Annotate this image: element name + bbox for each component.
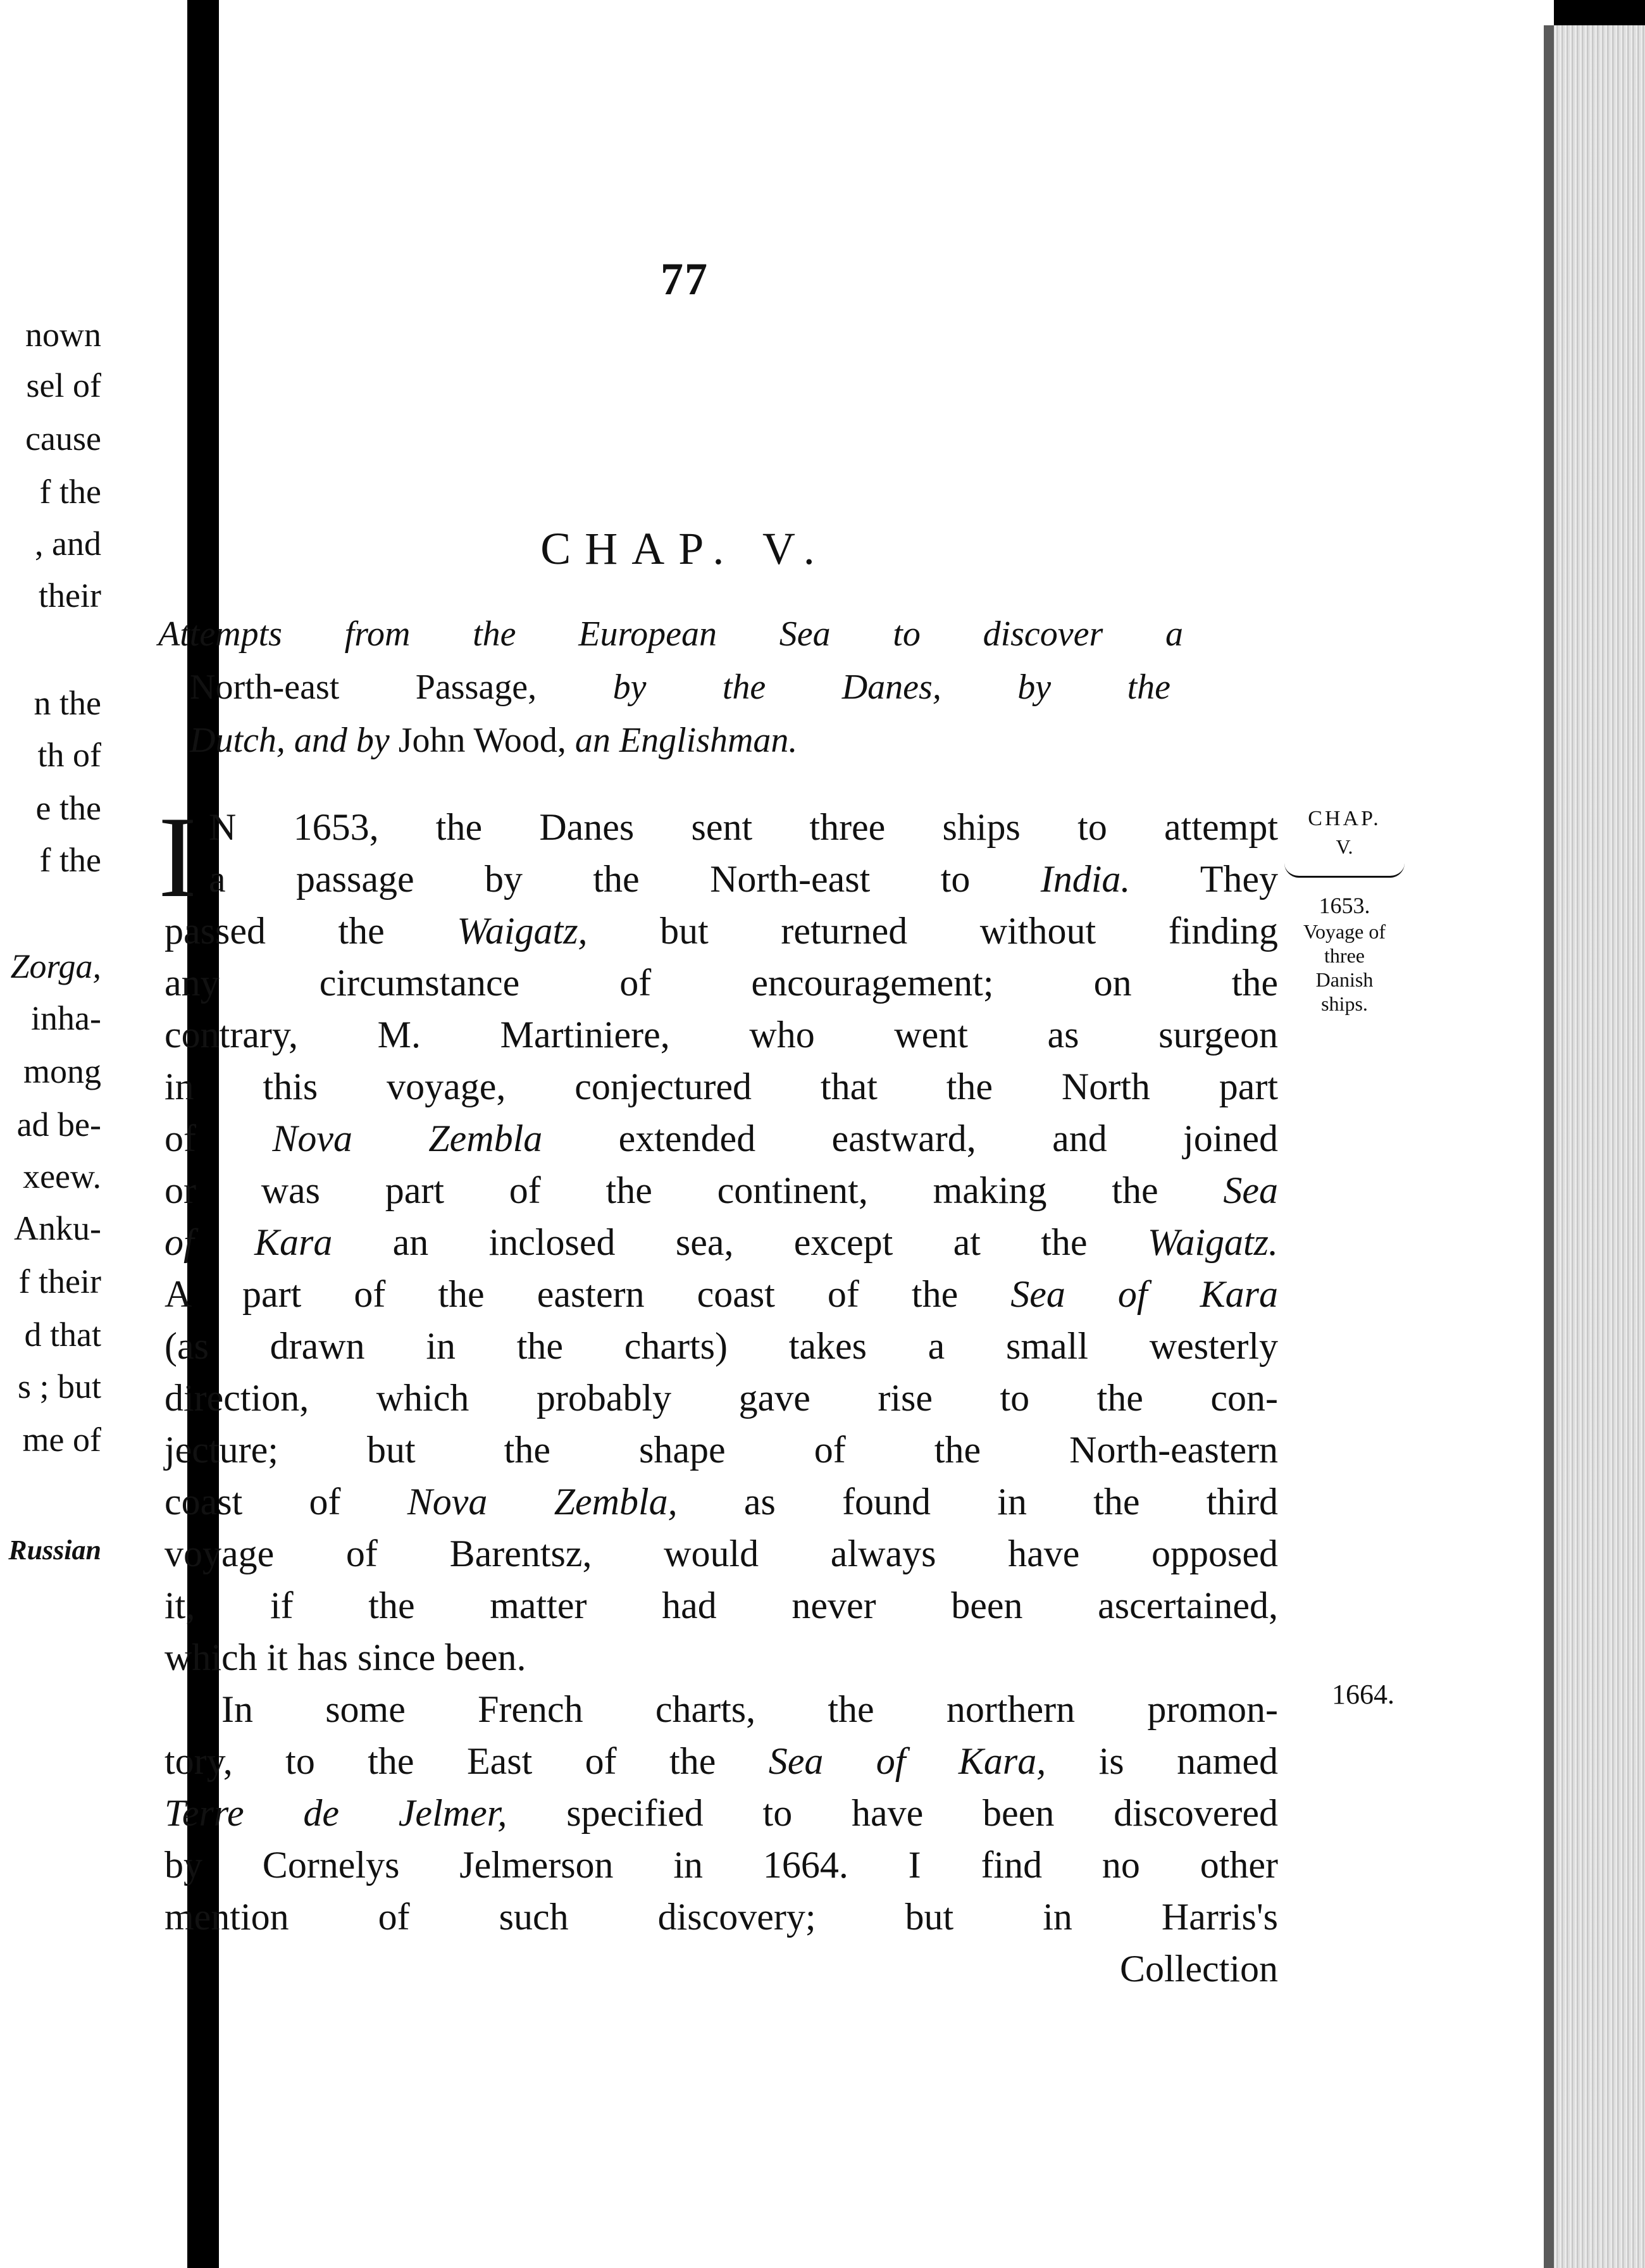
left-fragment-line: xeew. <box>23 1157 101 1195</box>
margin-note-line: three <box>1324 944 1365 967</box>
body-text <box>164 801 1278 1995</box>
text-line: (as drawn in the charts) takes a small westerly <box>164 1325 1278 1367</box>
text-line: any circumstance of encouragement; on the <box>164 962 1278 1004</box>
drop-cap: I <box>158 792 197 921</box>
text-line: In some French charts, the northern promon- <box>221 1688 1278 1730</box>
subtitle-line: North-east Passage, by the Danes, by the <box>190 668 1170 707</box>
text-line: of Nova Zembla extended eastward, and joined <box>164 1118 1278 1159</box>
left-fragment-line: n the <box>34 684 101 722</box>
left-fragment-line: , and <box>35 525 101 563</box>
margin-note-line: ships. <box>1321 992 1368 1015</box>
text-line: N 1653, the Danes sent three ships to attempt <box>209 806 1278 848</box>
page-edges <box>1554 25 1645 2268</box>
left-fragment-line: Anku- <box>14 1209 101 1247</box>
margin-note <box>1275 805 1414 1016</box>
text-line: passed the Waigatz, but returned without finding <box>164 910 1279 952</box>
left-fragment-line: th of <box>37 736 101 774</box>
text-line: tory, to the East of the Sea of Kara, is named <box>164 1740 1278 1782</box>
left-fragment-line: s ; but <box>17 1368 101 1405</box>
margin-year: 1653. <box>1319 893 1370 918</box>
left-fragment-line: Zorga, <box>10 947 101 985</box>
text-line: it, if the matter had never been ascertained, <box>164 1585 1278 1626</box>
text-line: jecture; but the shape of the North-eastern <box>164 1429 1278 1471</box>
left-fragment-line: cause <box>25 420 101 458</box>
page-number: 77 <box>661 254 709 304</box>
text-line: Terre de Jelmer, specified to have been discovered <box>164 1792 1279 1834</box>
margin-note-line: Danish <box>1315 968 1374 991</box>
left-fragment-line: their <box>39 576 101 614</box>
left-fragment-line: d that <box>24 1316 101 1354</box>
chapter-subtitle <box>158 608 1259 767</box>
subtitle-line: Dutch, and by John Wood, an Englishman. <box>190 721 798 760</box>
text-line: direction, which probably gave rise to the con- <box>164 1377 1278 1419</box>
left-fragment-line: mong <box>23 1052 101 1090</box>
left-fragment-line: nown <box>25 316 101 354</box>
left-fragment-line: f their <box>18 1262 101 1300</box>
text-line: coast of Nova Zembla, as found in the third <box>164 1481 1279 1523</box>
left-fragment-line: f the <box>39 473 101 511</box>
margin-note-line: Voyage of <box>1303 920 1386 943</box>
text-line: contrary, M. Martiniere, who went as surgeon <box>164 1014 1278 1056</box>
text-line: voyage of Barentsz, would always have opposed <box>164 1533 1278 1574</box>
left-page-fragment <box>0 0 187 2268</box>
margin-chap-number: V. <box>1336 835 1353 858</box>
margin-year: 1664. <box>1332 1679 1394 1710</box>
left-fragment-line: inha- <box>31 999 101 1037</box>
text-line: in this voyage, conjectured that the North part <box>164 1066 1278 1107</box>
text-line: or was part of the continent, making the Sea <box>164 1169 1278 1211</box>
left-fragment-line: me of <box>22 1421 101 1459</box>
text-line: A part of the eastern coast of the Sea of Kara <box>164 1273 1278 1315</box>
text-line: of Kara an inclosed sea, except at the Waigatz. <box>164 1221 1279 1263</box>
catchword: Collection <box>1120 1948 1278 1990</box>
text-line: a passage by the North-east to India. They <box>209 858 1279 900</box>
left-fragment-line: ad be- <box>16 1106 101 1143</box>
left-fragment-line: sel of <box>26 366 101 404</box>
text-line: mention of such discovery; but in Harris's <box>164 1896 1278 1938</box>
margin-chap: CHAP. <box>1308 807 1381 830</box>
text-line: which it has since been. <box>164 1636 526 1678</box>
left-catchword: Russian <box>8 1535 101 1566</box>
subtitle-line: Attempts from the European Sea to discover a <box>158 614 1183 654</box>
brace-ornament <box>1284 863 1405 878</box>
left-fragment-line: e the <box>35 789 101 827</box>
left-fragment-line: f the <box>39 841 101 879</box>
chapter-heading: CHAP. V. <box>540 523 829 574</box>
text-line: by Cornelys Jelmerson in 1664. I find no other <box>164 1844 1278 1886</box>
